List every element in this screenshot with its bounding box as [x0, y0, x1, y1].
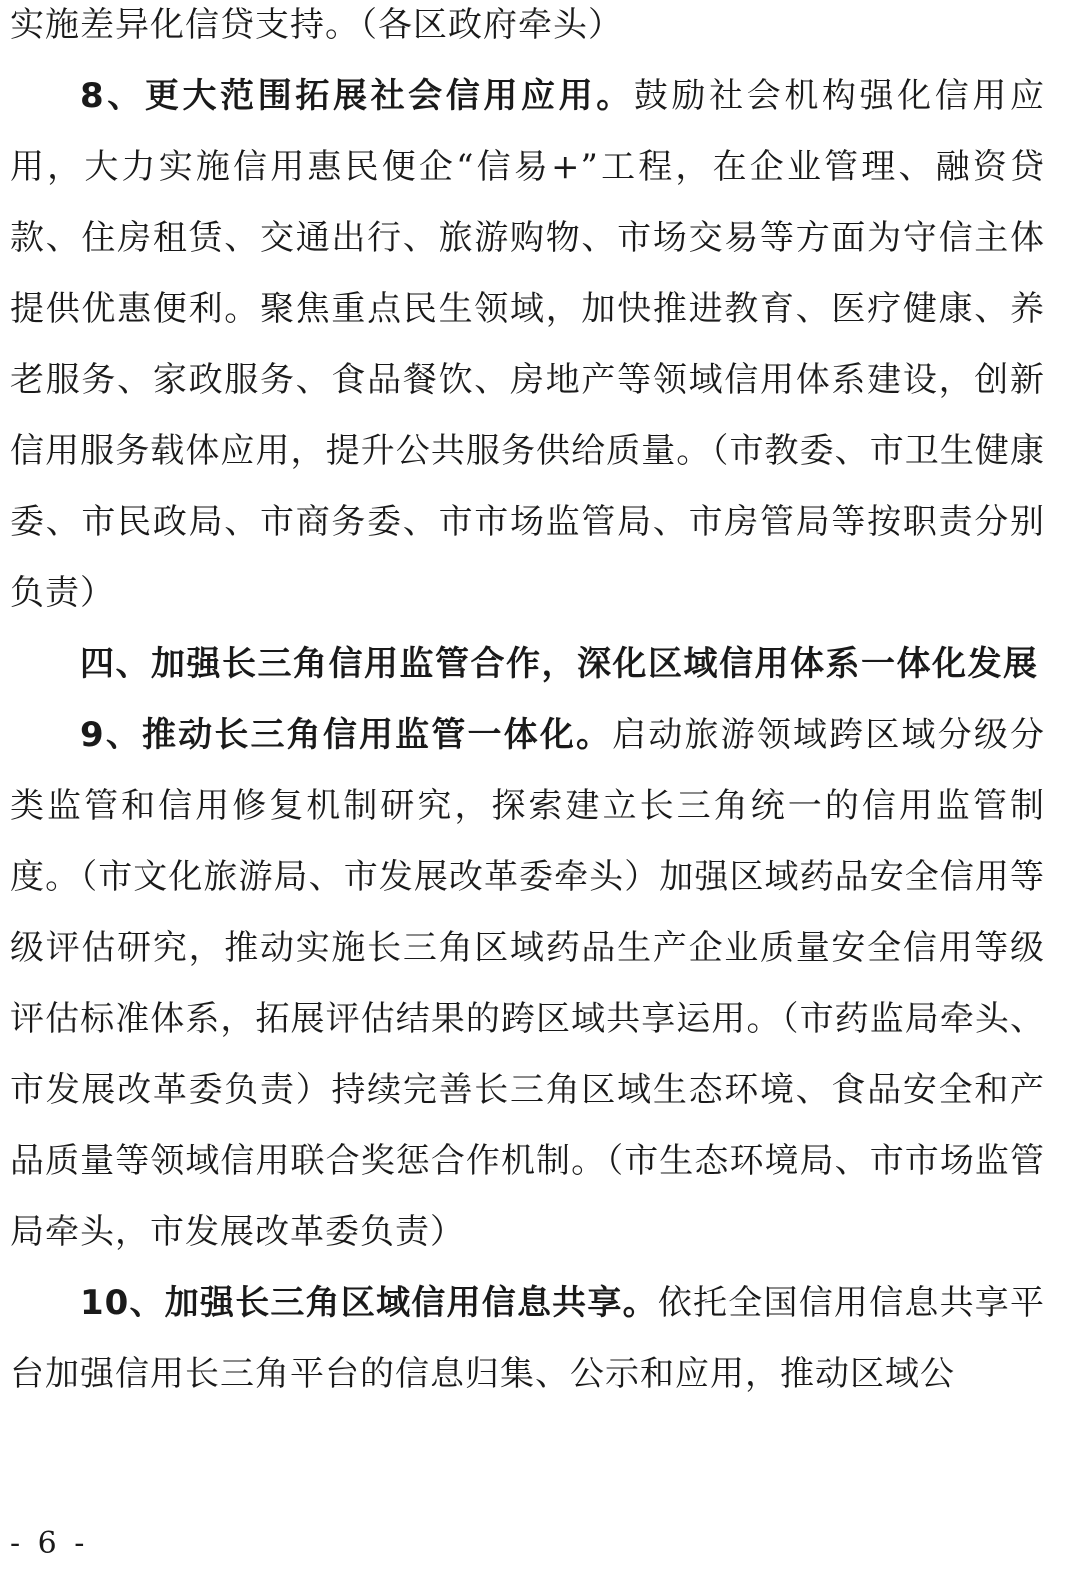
item-body: 依托全国信用信息共享平台加强信用长三角平台的信息归集、公示和应用，推动区域公 [10, 1283, 1046, 1394]
item-title: 加强长三角区域信用信息共享。 [164, 1283, 658, 1323]
item-number: 8、 [80, 76, 145, 116]
item-title: 推动长三角信用监管一体化。 [142, 715, 613, 755]
section-heading-4 [10, 629, 1045, 700]
paragraph-item-8 [10, 61, 1045, 629]
paragraph-continuation [10, 0, 1045, 61]
document-body [10, 0, 1045, 1410]
item-title: 更大范围拓展社会信用应用。 [144, 76, 634, 116]
page-number: - 6 - [10, 1526, 89, 1561]
item-body: 启动旅游领域跨区域分级分类监管和信用修复机制研究，探索建立长三角统一的信用监管制度。（市文化旅游局、市发展改革委牵头）加强区域药品安全信用等级评估研究，推动实施长三角区域药品生产企业质量安全信用等级评估标准体系，拓展评估结果的跨区域共享运用。（市药监局牵头、市发展改革委负责）持续完善长三角区域生态环境、食品安全和产品质量等领域信用联合奖惩合作机制。（市生态环境局、市市场监管局牵头，市发展改革委负责） [10, 715, 1046, 1252]
item-number: 10、 [80, 1283, 165, 1323]
item-body: 鼓励社会机构强化信用应用，大力实施信用惠民便企“信易+”工程，在企业管理、融资贷款、住房租赁、交通出行、旅游购物、市场交易等方面为守信主体提供优惠便利。聚焦重点民生领域，加快推进教育、医疗健康、养老服务、家政服务、食品餐饮、房地产等领域信用体系建设，创新信用服务载体应用，提升公共服务供给质量。（市教委、市卫生健康委、市民政局、市商务委、市市场监管局、市房管局等按职责分别负责） [10, 76, 1046, 613]
paragraph-text: 实施差异化信贷支持。（各区政府牵头） [10, 5, 623, 45]
section-heading-text: 四、加强长三角信用监管合作，深化区域信用体系一体化发展 [80, 644, 1039, 684]
paragraph-item-9 [10, 700, 1045, 1268]
paragraph-item-10 [10, 1268, 1045, 1410]
item-number: 9、 [80, 715, 142, 755]
